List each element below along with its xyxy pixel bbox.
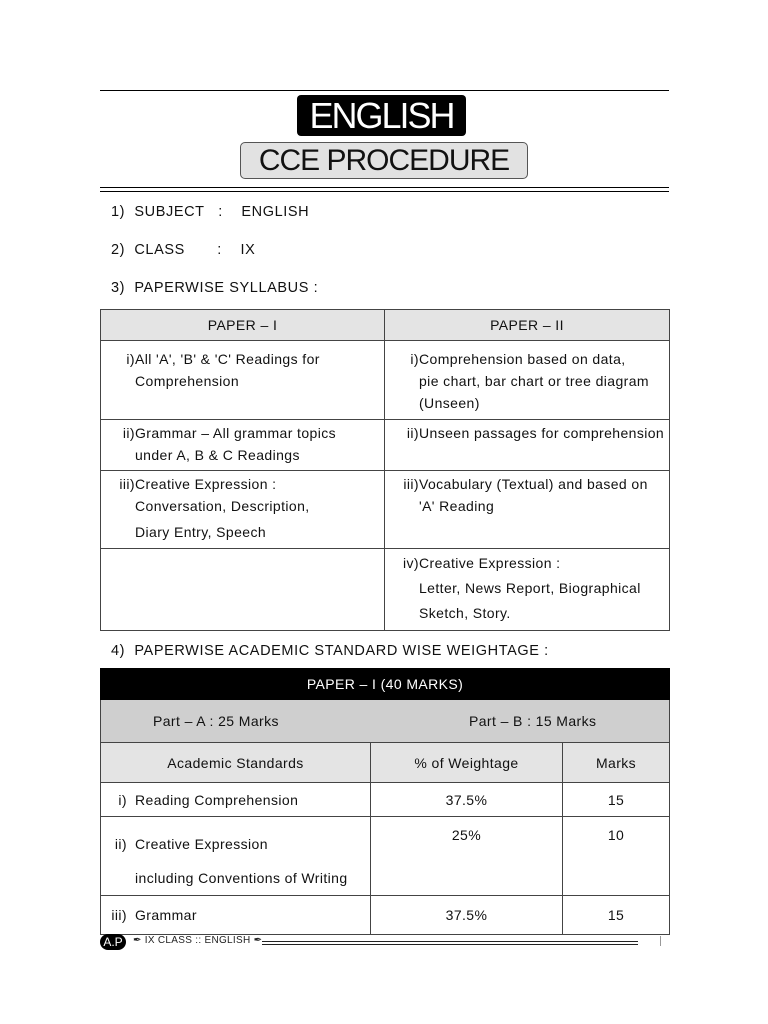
item-text: Sketch, Story.: [419, 605, 511, 621]
item-number: iii): [403, 476, 419, 492]
row-number: iii): [111, 907, 127, 923]
standard-cell: [101, 896, 371, 935]
weightage-value: 25%: [371, 817, 563, 896]
syllabus-row: [101, 420, 670, 471]
marks-value: 15: [563, 896, 670, 935]
item-text: Vocabulary (Textual) and based on: [419, 476, 648, 492]
item-text: Comprehension: [135, 373, 240, 389]
item-number: i): [410, 351, 419, 367]
parts-cell: [101, 700, 670, 743]
title-english: ENGLISH: [297, 95, 466, 136]
item-text: (Unseen): [419, 395, 480, 411]
weightage-value: 37.5%: [371, 896, 563, 935]
weightage-row: [101, 817, 670, 896]
standard-cell: [101, 817, 371, 896]
paper-2-item: [385, 341, 670, 420]
footer-rule: [262, 941, 638, 945]
syllabus-row: [101, 549, 670, 631]
title-cce-procedure: CCE PROCEDURE: [240, 142, 528, 179]
item-number: ii): [406, 425, 419, 441]
item-number: iii): [119, 476, 135, 492]
marks-value: 15: [563, 783, 670, 817]
item-text: Comprehension based on data,: [419, 351, 626, 367]
row-number: ii): [114, 836, 127, 852]
weightage-table: [100, 668, 670, 935]
syllabus-table: [100, 309, 670, 631]
column-academic-standards: Academic Standards: [101, 743, 371, 783]
syllabus-row: [101, 341, 670, 420]
item-text: Creative Expression :: [135, 476, 277, 492]
top-rule: [100, 90, 669, 91]
paper-1-item: [101, 420, 385, 471]
paper-1-item: [101, 341, 385, 420]
paper-2-item: [385, 549, 670, 631]
row-number: i): [118, 791, 127, 808]
item-number: ii): [122, 425, 135, 441]
weightage-value: 37.5%: [371, 783, 563, 817]
paper-1-item: [101, 471, 385, 549]
info-class: 2) CLASS : IX: [111, 242, 256, 258]
part-b-label: Part – B : 15 Marks: [469, 713, 597, 729]
page-edge-mark: [660, 936, 661, 946]
paper-2-item: [385, 471, 670, 549]
weightage-heading: 4) PAPERWISE ACADEMIC STANDARD WISE WEIGHTAGE :: [111, 643, 549, 659]
item-text: pie chart, bar chart or tree diagram: [419, 373, 649, 389]
column-header-row: [101, 743, 670, 783]
item-number: iv): [403, 555, 419, 571]
weightage-row: [101, 783, 670, 817]
item-text: Letter, News Report, Biographical: [419, 580, 641, 596]
paper-2-item: [385, 420, 670, 471]
marks-value: 10: [563, 817, 670, 896]
column-weightage: % of Weightage: [371, 743, 563, 783]
syllabus-header-row: [101, 310, 670, 341]
item-text: Conversation, Description,: [135, 498, 310, 514]
footer-text: ✒ IX CLASS :: ENGLISH ✒: [133, 935, 263, 946]
syllabus-row: [101, 471, 670, 549]
info-syllabus-heading: 3) PAPERWISE SYLLABUS :: [111, 280, 319, 296]
standard-text: Creative Expression: [135, 836, 268, 852]
column-marks: Marks: [563, 743, 670, 783]
header-paper-1: PAPER – I: [101, 310, 385, 341]
paper-header-row: [101, 669, 670, 700]
item-text: Creative Expression :: [419, 555, 561, 571]
paper-header: PAPER – I (40 MARKS): [101, 669, 670, 700]
info-subject: 1) SUBJECT : ENGLISH: [111, 204, 310, 220]
standard-text: Grammar: [135, 907, 197, 923]
ap-logo: A.P: [100, 934, 126, 950]
item-text: under A, B & C Readings: [135, 447, 300, 463]
paper-1-empty: [101, 549, 385, 631]
parts-row: [101, 700, 670, 743]
standard-text: Reading Comprehension: [135, 791, 299, 808]
item-number: i): [126, 351, 135, 367]
header-paper-2: PAPER – II: [385, 310, 670, 341]
item-text: All 'A', 'B' & 'C' Readings for: [135, 351, 320, 367]
double-rule: [100, 187, 669, 192]
weightage-row: [101, 896, 670, 935]
part-a-label: Part – A : 25 Marks: [153, 713, 279, 729]
item-text: 'A' Reading: [419, 498, 495, 514]
item-text: Unseen passages for comprehension: [419, 425, 665, 441]
item-text: Diary Entry, Speech: [135, 524, 267, 540]
standard-text-continued: including Conventions of Writing: [135, 870, 348, 886]
standard-cell: [101, 783, 371, 817]
item-text: Grammar – All grammar topics: [135, 425, 337, 441]
